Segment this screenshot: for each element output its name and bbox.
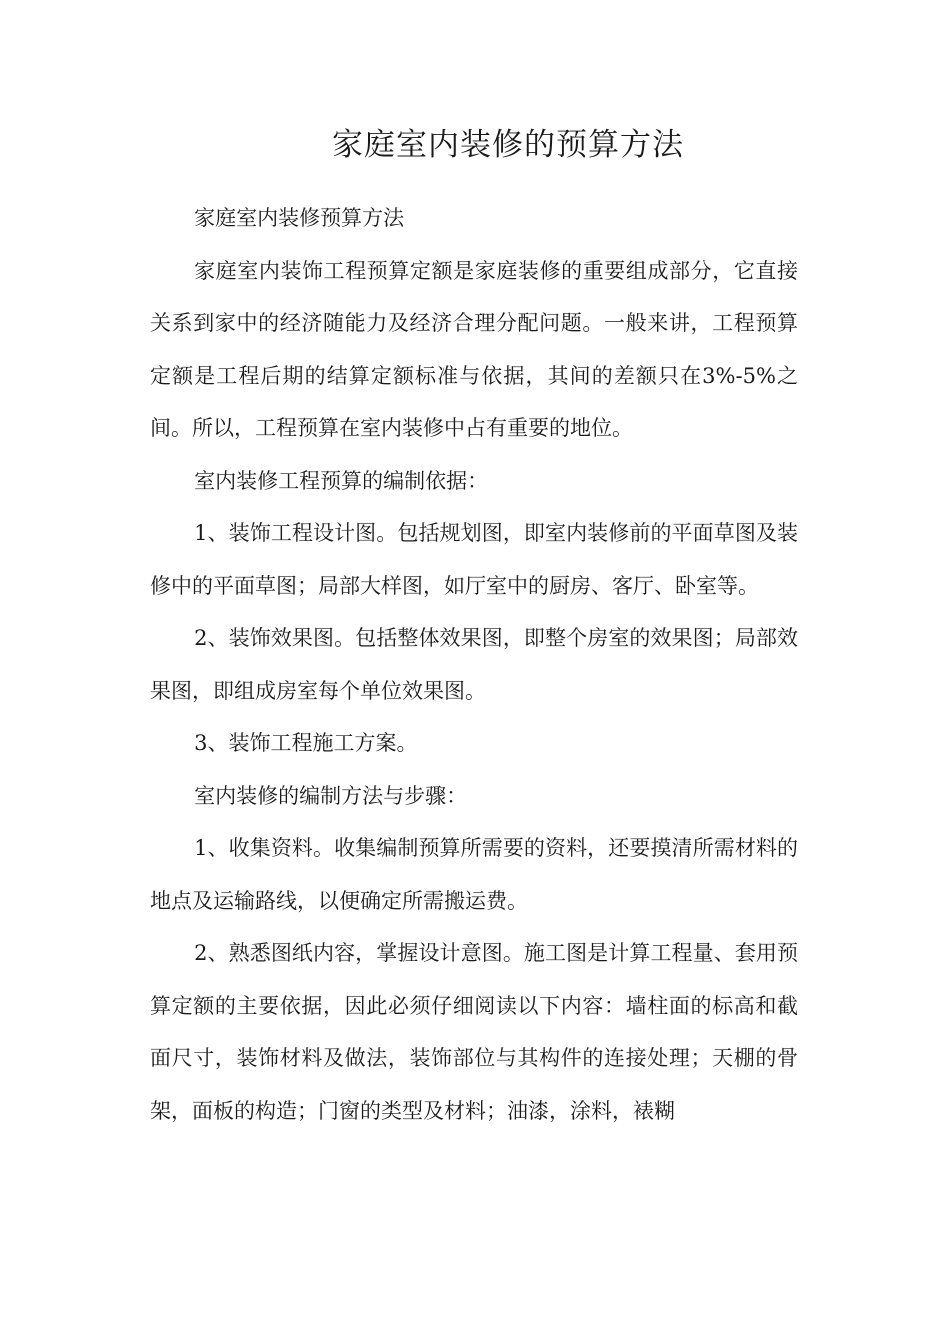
section-heading-basis: 室内装修工程预算的编制依据：	[194, 468, 489, 493]
document-title: 家庭室内装修的预算方法	[332, 127, 684, 163]
basis-item-2: 2、装饰效果图。包括整体效果图，即整个房室的效果图；局部效果图，即组成房室每个单位效果图。	[150, 626, 798, 703]
intro-paragraph: 家庭室内装饰工程预算定额是家庭装修的重要组成部分，它直接关系到家中的经济随能力及经济合理分配问题。一般来讲，工程预算定额是工程后期的结算定额标准与依据，其间的差额只在3%-5%之间。所以，工程预算在室内装修中占有重要的地位。	[150, 258, 798, 440]
section-heading-method: 室内装修的编制方法与步骤：	[194, 783, 468, 808]
method-step-1: 1、收集资料。收集编制预算所需要的资料，还要摸清所需材料的地点及运输路线，以便确定所需搬运费。	[150, 836, 798, 913]
method-step-2: 2、熟悉图纸内容，掌握设计意图。施工图是计算工程量、套用预算定额的主要依据，因此必须仔细阅读以下内容：墙柱面的标高和截面尺寸，装饰材料及做法，装饰部位与其构件的连接处理；天棚的骨架，面板的构造；门窗的类型及材料；油漆，涂料，裱糊	[150, 941, 798, 1123]
document-body	[150, 192, 798, 1137]
basis-item-3: 3、装饰工程施工方案。	[194, 731, 418, 755]
subtitle-paragraph: 家庭室内装修预算方法	[194, 206, 405, 230]
basis-item-1: 1、装饰工程设计图。包括规划图，即室内装修前的平面草图及装修中的平面草图；局部大样图，如厅室中的厨房、客厅、卧室等。	[150, 521, 798, 598]
